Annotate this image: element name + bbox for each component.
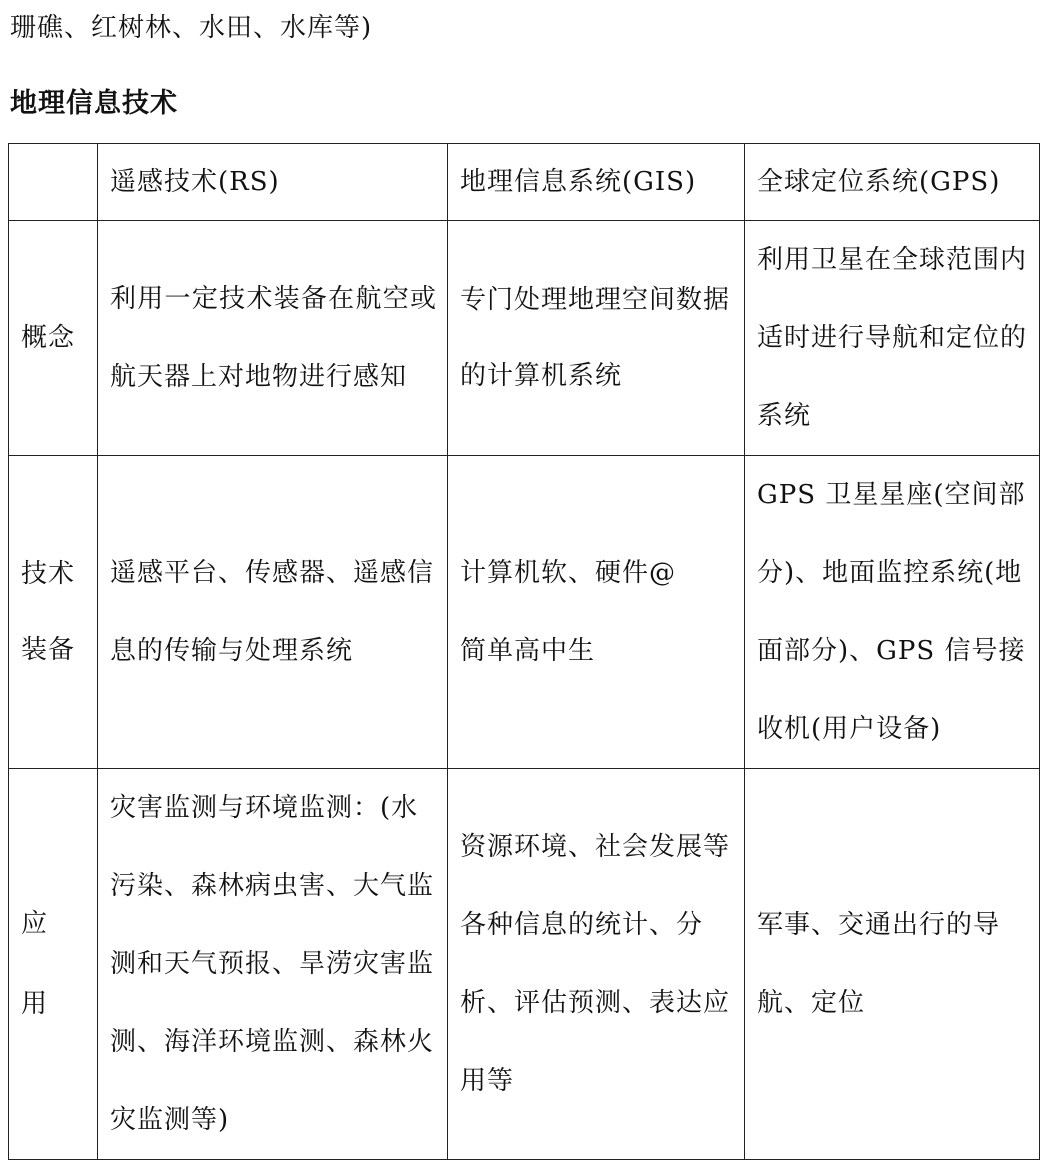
row-label-concept: 概念 (9, 221, 98, 456)
cell-gis-equipment: 计算机软、硬件@简单高中生 (448, 456, 745, 769)
section-title: 地理信息技术 (10, 88, 178, 119)
cell-gis-concept: 专门处理地理空间数据的计算机系统 (448, 221, 745, 456)
cell-rs-application: 灾害监测与环境监测：(水污染、森林病虫害、大气监测和天气预报、旱涝灾害监测、海洋环境监测、森林火灾监测等) (98, 769, 448, 1160)
header-cell-rs: 遥感技术(RS) (98, 144, 448, 221)
header-cell-gis: 地理信息系统(GIS) (448, 144, 745, 221)
table-row-concept (9, 221, 1040, 456)
cell-gis-application: 资源环境、社会发展等各种信息的统计、分析、评估预测、表达应用等 (448, 769, 745, 1160)
cell-rs-equipment: 遥感平台、传感器、遥感信息的传输与处理系统 (98, 456, 448, 769)
header-cell-gps: 全球定位系统(GPS) (745, 144, 1040, 221)
cell-gps-concept: 利用卫星在全球范围内适时进行导航和定位的系统 (745, 221, 1040, 456)
cell-gps-application: 军事、交通出行的导航、定位 (745, 769, 1040, 1160)
table-row-equipment (9, 456, 1040, 769)
intro-line: 珊礁、红树林、水田、水库等) (10, 13, 373, 43)
row-label-application: 应用 (9, 769, 98, 1160)
header-cell-blank (9, 144, 98, 221)
cell-rs-concept: 利用一定技术装备在航空或航天器上对地物进行感知 (98, 221, 448, 456)
row-label-equipment: 技术装备 (9, 456, 98, 769)
table-row-application (9, 769, 1040, 1160)
geo-info-tech-table (8, 143, 1040, 1160)
table-header-row (9, 144, 1040, 221)
cell-gps-equipment: GPS 卫星星座(空间部分)、地面监控系统(地面部分)、GPS 信号接收机(用户设备) (745, 456, 1040, 769)
